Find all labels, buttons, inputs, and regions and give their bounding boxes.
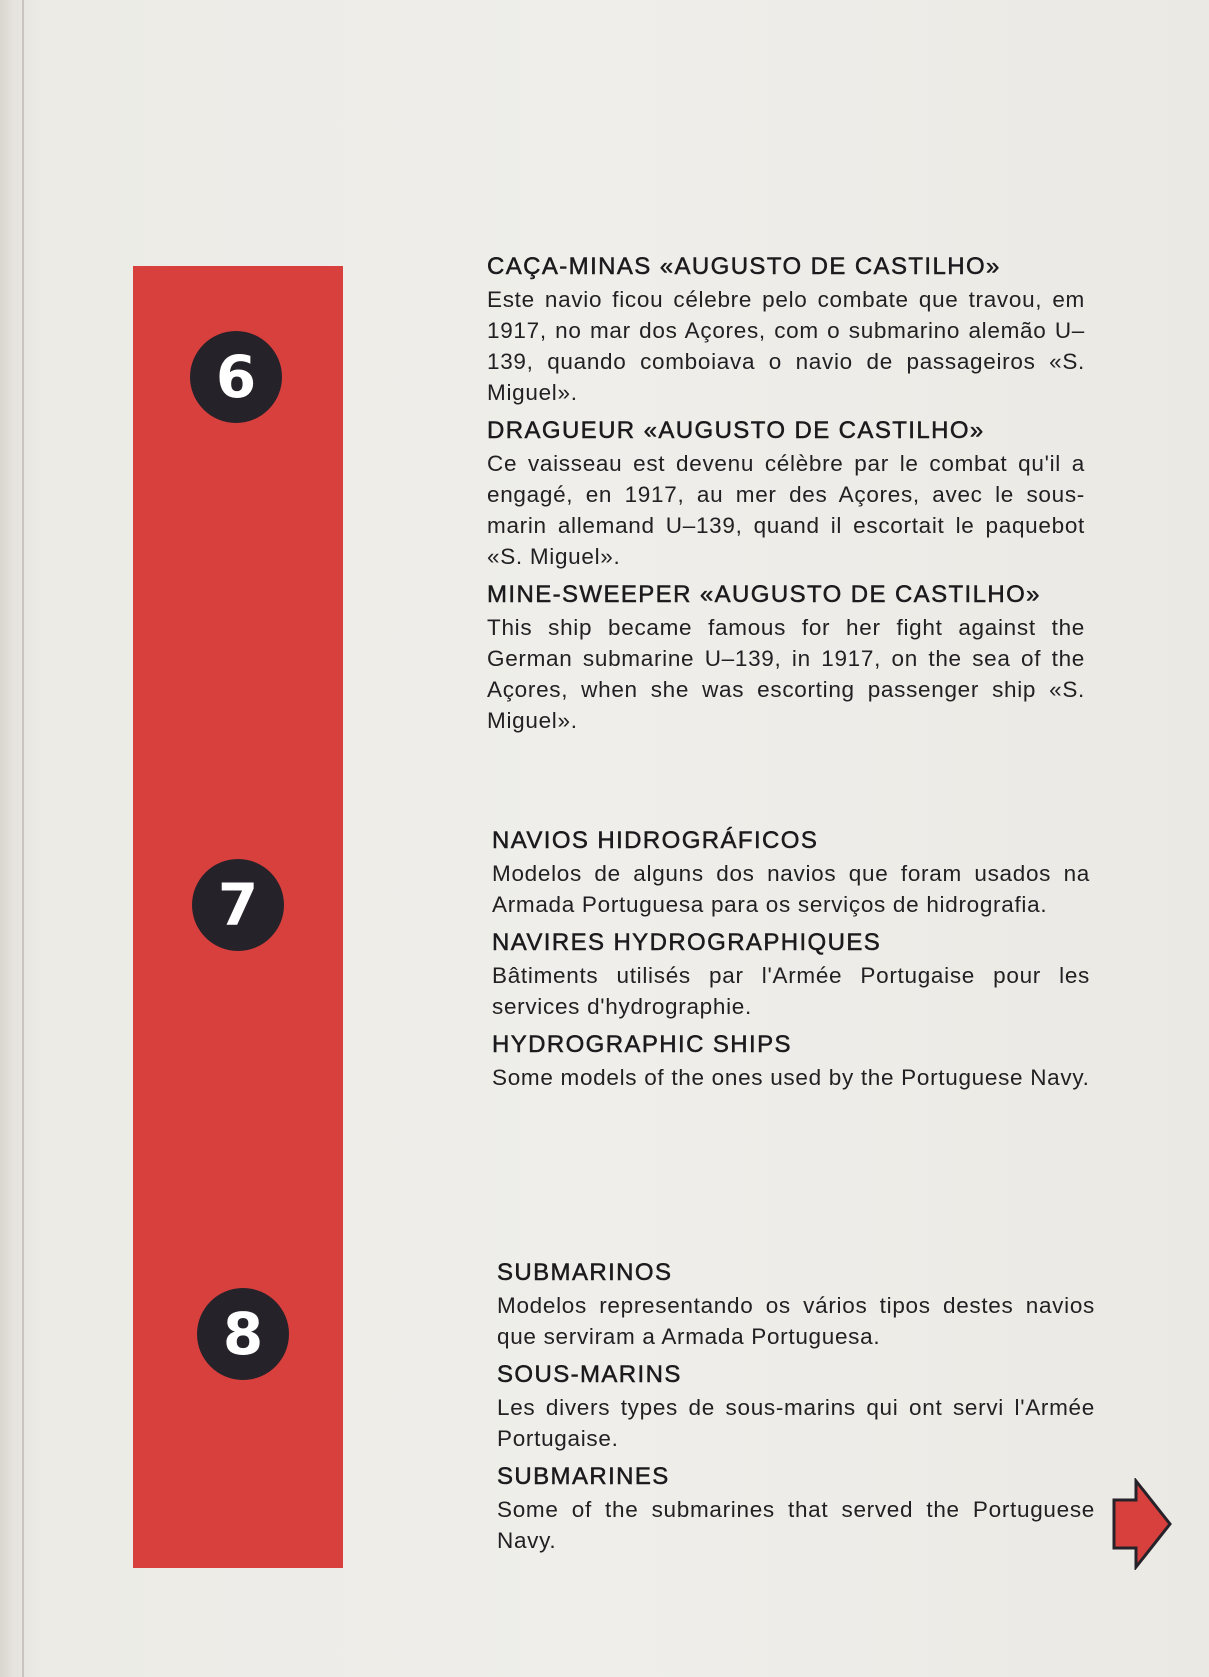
description-pt: Modelos de alguns dos navios que foram usados na Armada Portuguesa para os serviços de hidrografia. (492, 861, 1090, 917)
heading-fr: NAVIRES HYDROGRAPHIQUES (492, 929, 882, 956)
description-fr: Les divers types de sous-marins qui ont servi l'Armée Portugaise. (497, 1395, 1095, 1451)
page-fold-line (22, 0, 24, 1677)
heading-pt: CAÇA-MINAS «AUGUSTO DE CASTILHO» (487, 253, 1001, 280)
heading-pt: NAVIOS HIDROGRÁFICOS (492, 827, 819, 854)
description-fr: Bâtiments utilisés par l'Armée Portugaise pour les services d'hydrographie. (492, 963, 1090, 1019)
section-number-badge-7: 7 (192, 859, 284, 951)
section-7 (492, 826, 1090, 1101)
heading-fr: SOUS-MARINS (497, 1361, 682, 1388)
heading-fr: DRAGUEUR «AUGUSTO DE CASTILHO» (487, 417, 985, 444)
heading-pt: SUBMARINOS (497, 1259, 673, 1286)
section-number-badge-8: 8 (197, 1288, 289, 1380)
description-fr: Ce vaisseau est devenu célèbre par le combat qu'il a engagé, en 1917, au mer des Açores, avec le sous-marin allemand U–139, quand il escortait le paquebot «S. Miguel». (487, 451, 1085, 569)
section-8 (497, 1258, 1095, 1564)
description-en: Some of the submarines that served the Portuguese Navy. (497, 1497, 1095, 1553)
description-pt: Este navio ficou célebre pelo combate que travou, em 1917, no mar dos Açores, com o submarino alemão U–139, quando comboiava o navio de passageiros «S. Miguel». (487, 287, 1085, 405)
section-number-badge-6: 6 (190, 331, 282, 423)
description-en: This ship became famous for her fight against the German submarine U–139, in 1917, on the sea of the Açores, when she was escorting passenger ship «S. Miguel». (487, 615, 1085, 733)
heading-en: MINE-SWEEPER «AUGUSTO DE CASTILHO» (487, 581, 1041, 608)
description-en: Some models of the ones used by the Portuguese Navy. (492, 1065, 1090, 1090)
heading-en: HYDROGRAPHIC SHIPS (492, 1031, 792, 1058)
heading-en: SUBMARINES (497, 1463, 670, 1490)
section-6 (487, 252, 1085, 744)
right-arrow-icon[interactable] (1112, 1478, 1174, 1570)
description-pt: Modelos representando os vários tipos destes navios que serviram a Armada Portuguesa. (497, 1293, 1095, 1349)
